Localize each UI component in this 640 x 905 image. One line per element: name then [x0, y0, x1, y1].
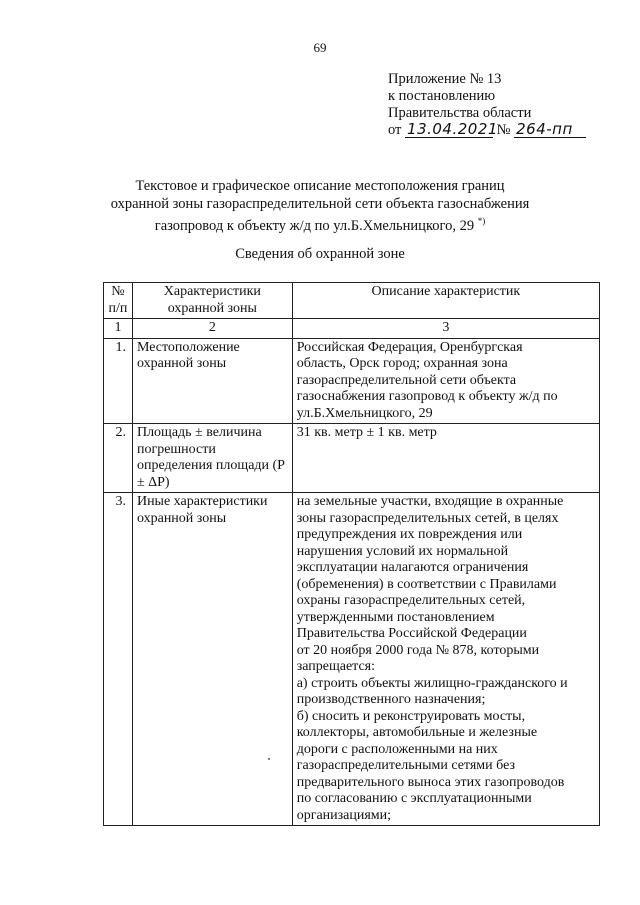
appendix-to-decree: к постановлению [388, 88, 496, 104]
section-subtitle: Сведения об охранной зоне [235, 246, 405, 262]
row-description [292, 338, 599, 424]
from-label: от [388, 122, 402, 138]
row-characteristic: Местоположение охранной зоны [132, 338, 292, 424]
description-line: газораспределительными сетями без [296, 758, 516, 773]
footnote-mark: *) [477, 216, 486, 226]
header-description: Описание характеристик [292, 283, 599, 319]
row-description [292, 424, 599, 493]
description-line: газоснабжения газопровод к объекту ж/д по [296, 389, 558, 404]
description-line: дороги с расположенными на них [296, 741, 498, 757]
row-number: 2. [104, 424, 133, 493]
table-row [104, 338, 600, 424]
appendix-block [388, 71, 586, 139]
table-row [104, 493, 600, 826]
description-line: запрещается: [296, 659, 376, 674]
description-line: эксплуатации налагаются ограничения [296, 560, 529, 575]
appendix-title: Приложение № 13 [388, 71, 502, 87]
title-line-3 [0, 213, 640, 235]
row-number: 1. [104, 338, 133, 424]
decree-date: 13.04.2021 [407, 120, 498, 138]
description-line: производственного назначения; [296, 692, 486, 707]
appendix-government: Правительства области [388, 105, 532, 121]
header-number: № п/п [104, 283, 133, 319]
description-line: коллекторы, автомобильные и железные [296, 725, 538, 740]
description-line: утвержденными постановлением [296, 609, 495, 625]
row-characteristic: Площадь ± величина погрешности определения площади (P ± ΔP) [132, 424, 292, 493]
description-line: предупреждения их повреждения или [296, 527, 523, 542]
header-characteristics: Характеристики охранной зоны [132, 283, 292, 319]
table-index-row [104, 319, 600, 339]
description-line: газораспределительной сети объекта [296, 372, 517, 388]
zone-info-table [103, 282, 600, 826]
table-header-row [104, 283, 600, 319]
description-line: б) сносить и реконструировать мосты, [296, 708, 526, 724]
description-line: на земельные участки, входящие в охранные [296, 494, 564, 509]
description-line: ул.Б.Хмельницкого, 29 [296, 405, 433, 421]
description-line: по согласованию с эксплуатационными [296, 791, 532, 806]
description-line: а) строить объекты жилищно-гражданского и [296, 675, 568, 691]
index-cell-2: 2 [132, 319, 292, 339]
row-description [292, 493, 599, 826]
row-characteristic: Иные характеристики охранной зоны [132, 493, 292, 826]
scan-speck [268, 758, 270, 760]
page-number: 69 [313, 40, 327, 55]
title-line-1: Текстовое и графическое описание местоположения границ [135, 178, 505, 194]
description-line: 31 кв. метр ± 1 кв. метр [296, 425, 437, 440]
appendix-date-number-line [388, 122, 586, 139]
description-line: зоны газораспределительных сетей, в целях [296, 510, 559, 526]
description-line: организациями; [296, 807, 392, 823]
description-line: охраны газораспределительных сетей, [296, 593, 526, 608]
description-line: Российская Федерация, Оренбургская [296, 339, 523, 355]
description-line: предварительного выноса этих газопроводов [296, 774, 565, 790]
table-row [104, 424, 600, 493]
decree-number: 264-пп [514, 122, 586, 138]
title-line-3-text: газопровод к объекту ж/д по ул.Б.Хмельницкого, 29 [154, 217, 475, 234]
description-line: Правительства Российской Федерации [296, 626, 527, 641]
row-number: 3. [104, 493, 133, 826]
index-cell-3: 3 [292, 319, 599, 339]
number-label: № [496, 122, 511, 138]
index-cell-1: 1 [104, 319, 133, 339]
description-line: (обременения) в соответствии с Правилами [296, 576, 557, 592]
description-line: от 20 ноября 2000 года № 878, которыми [296, 642, 540, 658]
document-title [0, 178, 640, 235]
title-line-2: охранной зоны газораспределительной сети объекта газоснабжения [110, 195, 530, 212]
description-line: нарушения условий их нормальной [296, 543, 509, 559]
description-line: область, Орск город; охранная зона [296, 356, 508, 371]
